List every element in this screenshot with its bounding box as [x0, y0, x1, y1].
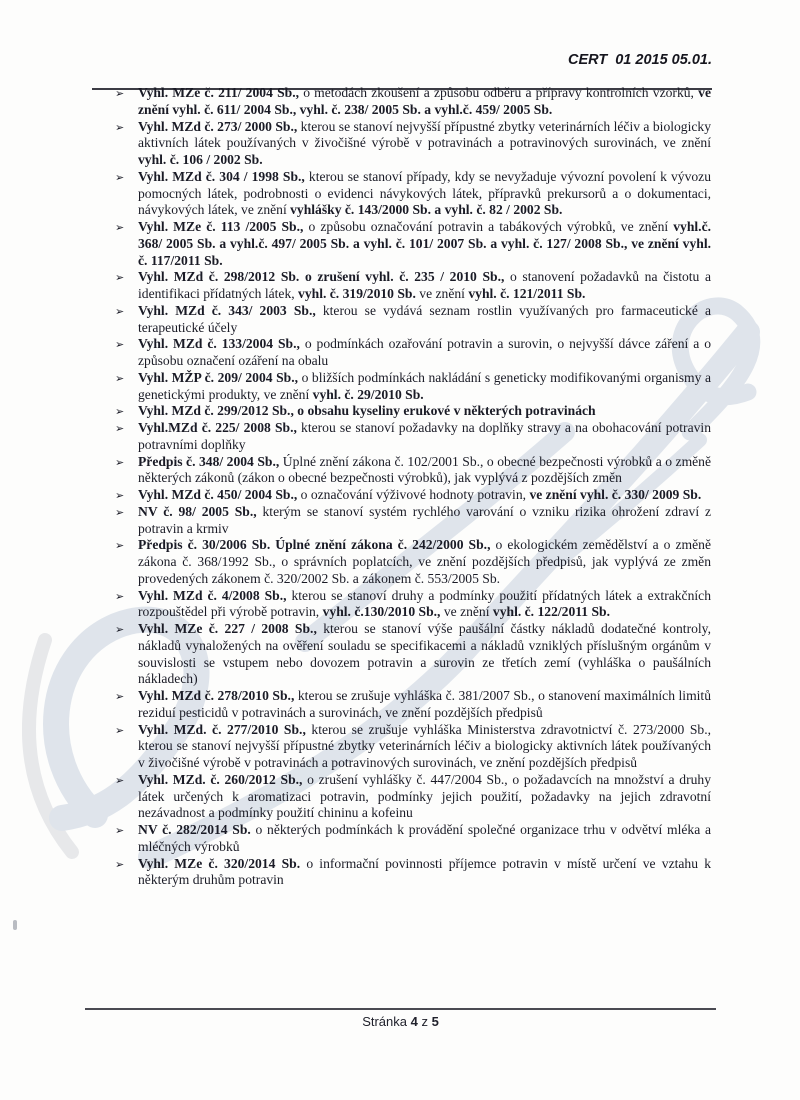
body-text: o metodách zkoušení a způsobu odběru a přípravy kontrolních vzorků,	[303, 85, 699, 100]
list-item	[115, 688, 711, 722]
bullet-arrow-icon: ➢	[115, 271, 125, 285]
bullet-arrow-icon: ➢	[115, 539, 125, 553]
body-text: kterou se stanoví požadavky na doplňky stravy a na obohacování potravin potravními doplňky	[138, 420, 711, 452]
body-text: o podmínkách ozařování potravin a surovin, o nejvyšší dávce záření a o způsobu označení ozáření na obalu	[138, 336, 711, 368]
citation-bold-text: vyhl. č. 29/2010 Sb.	[312, 386, 424, 402]
scan-artifact	[13, 920, 17, 930]
body-text: kterou se zrušuje vyhláška č. 381/2007 Sb., o stanovení maximálních limitů reziduí pesticidů v potravinách a surovinách, ve znění pozdějších předpisů	[138, 688, 711, 720]
body-text: Úplné znění zákona č. 102/2001 Sb., o obecné bezpečnosti výrobků a o změně některých zákonů (zákon o obecné bezpečnosti výrobků), jak vyplývá z pozdějších změn	[138, 453, 712, 486]
bullet-arrow-icon: ➢	[115, 405, 125, 419]
bullet-arrow-icon: ➢	[115, 371, 125, 385]
list-item	[115, 269, 711, 303]
list-item	[115, 503, 711, 538]
citation-bold-text: vyhlášky č. 143/2000 Sb. a vyhl. č. 82 / 2002 Sb.	[290, 202, 563, 218]
bullet-arrow-icon: ➢	[115, 505, 125, 519]
list-item	[115, 336, 711, 370]
footer-label: Stránka	[362, 1014, 411, 1029]
citation-bold-text: vyhl. č. 319/2010 Sb.	[298, 286, 420, 301]
list-item	[115, 118, 712, 169]
bullet-arrow-icon: ➢	[115, 489, 125, 502]
list-item	[115, 822, 711, 856]
citation-bold-text: Předpis č. 348/ 2004 Sb.,	[138, 453, 283, 469]
citation-bold-text: Vyhl. MZd č. 343/ 2003 Sb.,	[138, 302, 323, 318]
bullet-arrow-icon: ➢	[115, 422, 125, 435]
body-text: o stanovení požadavků na čistotu a identifikaci přídatných látek,	[138, 269, 711, 301]
list-item	[115, 537, 711, 587]
body-text: o některých podmínkách k provádění společné organizace trhu v odvětví mléka a mléčných výrobků	[138, 822, 711, 854]
citation-bold-text: Vyhl. MZe č. 113 /2005 Sb.,	[138, 219, 309, 234]
bullet-arrow-icon: ➢	[115, 455, 125, 469]
bullet-arrow-icon: ➢	[115, 857, 125, 871]
page-footer	[85, 1008, 716, 1029]
bullet-arrow-icon: ➢	[115, 120, 125, 134]
body-text: o ekologickém zemědělství a o změně zákona č. 368/1992 Sb., o správních poplatcích, ve znění pozdějších předpisů, jak vyplývá ze změn provedených zákonem č. 320/2002 Sb. a zákonem č. 553/2005 Sb.	[138, 537, 711, 586]
citation-bold-text: Vyhl.MZd č. 225/ 2008 Sb.,	[138, 420, 302, 435]
body-text: kterou se stanoví nejvyšší přípustné zbytky veterinárních léčiv a biologicky aktivních látek používaných v živočišné výrobě v potravinách a potravinových surovinách, ve znění	[138, 118, 712, 151]
citation-bold-text: Vyhl. MZd č. 298/2012 Sb. o zrušení vyhl. č. 235 / 2010 Sb.,	[138, 269, 511, 285]
page-header	[92, 36, 712, 90]
list-item	[115, 403, 711, 420]
citation-bold-text: NV č. 282/2014 Sb.	[138, 822, 256, 837]
bullet-arrow-icon: ➢	[115, 589, 125, 603]
citation-bold-text: Vyhl. MZd č. 304 / 1998 Sb.,	[138, 168, 309, 184]
citation-bold-text: Vyhl. MŽP č. 209/ 2004 Sb.,	[138, 369, 302, 385]
list-item	[115, 771, 712, 822]
body-text: o bližších podmínkách nakládání s geneticky modifikovanými organismy a genetickými produkty, ve znění	[138, 369, 711, 402]
body-text: kterou se stanoví případy, kdy se nevyžaduje vývozní povolení k vývozu pomocných látek, podrobnosti o evidenci návykových látek, přípravků prekursorů a o dokumentaci, návykových látek, ve znění	[138, 168, 711, 218]
citation-bold-text: vyhl. č. 121/2011 Sb.	[468, 286, 586, 301]
body-text: kterým se stanoví systém rychlého varování o vzniku rizika ohrožení zdraví z potravin a krmiv	[138, 503, 711, 536]
citation-bold-text: Vyhl. MZe č. 320/2014 Sb.	[138, 855, 307, 871]
bullet-arrow-icon: ➢	[115, 623, 125, 636]
citation-bold-text: Vyhl. MZd. č. 260/2012 Sb.,	[138, 771, 308, 787]
citation-bold-text: Vyhl. MZe č. 227 / 2008 Sb.,	[138, 621, 324, 636]
bullet-arrow-icon: ➢	[115, 87, 125, 100]
body-text: o informační povinnosti příjemce potravin v místě určení ve vztahu k některým druhům potravin	[138, 855, 711, 888]
body-text: kterou se vydává seznam rostlin využívaných pro farmaceutické a terapeutické účely	[138, 302, 711, 335]
bullet-arrow-icon: ➢	[115, 690, 125, 703]
citation-bold-text: Vyhl. MZd č. 4/2008 Sb.,	[138, 587, 292, 603]
list-item	[115, 453, 712, 488]
citation-bold-text: Vyhl. MZd. č. 277/2010 Sb.,	[138, 721, 312, 737]
body-text: kterou se zrušuje vyhláška Ministerstva zdravotnictví č. 273/2000 Sb., kterou se stanoví nejvyšší přípustné zbytky veterinárních léčiv a biologicky aktivních látek používaných v živočišné výrobě v potravinách a potravinových surovinách, ve znění pozdějších předpisů	[138, 721, 712, 770]
body-text: o označování výživové hodnoty potravin,	[300, 487, 530, 502]
list-item	[115, 487, 711, 504]
body-text: ve znění	[443, 604, 493, 620]
citation-bold-text: Vyhl. MZd č. 133/2004 Sb.,	[138, 336, 305, 352]
citation-bold-text: vyhl.č. 368/ 2005 Sb. a vyhl.č. 497/ 2005 Sb. a vyhl. č. 101/ 2007 Sb. a vyhl. č. 127/ 2008 Sb., ve znění vyhl. č. 117/2011 Sb.	[138, 219, 711, 268]
footer-page-total: 5	[431, 1014, 439, 1029]
bullet-arrow-icon: ➢	[115, 723, 125, 737]
citation-bold-text: vyhl. č.130/2010 Sb.,	[322, 604, 444, 620]
list-item	[115, 855, 711, 890]
bullet-arrow-icon: ➢	[115, 221, 125, 234]
citation-bold-text: Vyhl. MZe č. 211/ 2004 Sb.,	[138, 85, 304, 100]
citation-bold-text: vyhl. č. 106 / 2002 Sb.	[138, 152, 263, 167]
citation-bold-text: ve znění vyhl. č. 611/ 2004 Sb., vyhl. č. 238/ 2005 Sb. a vyhl.č. 459/ 2005 Sb.	[138, 85, 711, 117]
bullet-arrow-icon: ➢	[115, 304, 125, 318]
header-code: CERT 01 2015 05.01.	[567, 52, 712, 68]
body-text: o způsobu označování potravin a tabákových výrobků, ve znění	[308, 219, 674, 234]
body-text: o zrušení vyhlášky č. 447/2004 Sb., o požadavcích na množství a druhy látek určených k aromatizaci potravin, podmínky jejich použití, požadavky na jejich zdravotní nezávadnost a podmínky použití chininu a kofeinu	[138, 771, 712, 821]
document-body	[115, 85, 712, 889]
footer-separator: z	[417, 1014, 432, 1029]
citation-bold-text: Předpis č. 30/2006 Sb. Úplné znění zákona č. 242/2000 Sb.,	[138, 537, 496, 553]
list-item	[115, 369, 711, 404]
list-item	[115, 219, 711, 269]
citation-bold-text: ve znění vyhl. č. 330/ 2009 Sb.	[529, 487, 702, 502]
citation-bold-text: Vyhl. MZd č. 273/ 2000 Sb.,	[138, 118, 301, 134]
list-item	[115, 420, 711, 454]
citation-bold-text: vyhl. č. 122/2011 Sb.	[492, 604, 611, 620]
body-text: kterou se stanoví výše paušální částky nákladů dodatečné kontroly, nákladů vynaložených na ověření souladu se specifikacemi a nákladů vzniklých příslušným orgánům v souvislosti se vstupem nebo dovozem potravin a surovin ze třetích zemí (vyhláška o paušálních nákladech)	[138, 621, 711, 687]
citation-bold-text: Vyhl. MZd č. 450/ 2004 Sb.,	[138, 487, 301, 502]
bullet-arrow-icon: ➢	[115, 338, 125, 352]
citation-bold-text: NV č. 98/ 2005 Sb.,	[138, 503, 263, 519]
list-item	[115, 587, 711, 622]
footer-page-current: 4	[410, 1014, 418, 1029]
list-item	[115, 85, 711, 119]
list-item	[115, 168, 711, 219]
list-item	[115, 721, 712, 772]
bullet-arrow-icon: ➢	[115, 170, 125, 184]
body-text: kterou se stanoví druhy a podmínky použití přídatných látek a extrakčních rozpouštědel při výrobě potravin,	[138, 587, 711, 620]
citation-bold-text: Vyhl. MZd č. 299/2012 Sb., o obsahu kyseliny erukové v některých potravinách	[138, 403, 596, 419]
body-text: ve znění	[419, 286, 469, 301]
regulation-list	[115, 85, 712, 889]
list-item	[115, 621, 711, 688]
bullet-arrow-icon: ➢	[115, 824, 125, 837]
bullet-arrow-icon: ➢	[115, 773, 125, 787]
list-item	[115, 302, 711, 337]
citation-bold-text: Vyhl. MZd č. 278/2010 Sb.,	[138, 688, 298, 703]
